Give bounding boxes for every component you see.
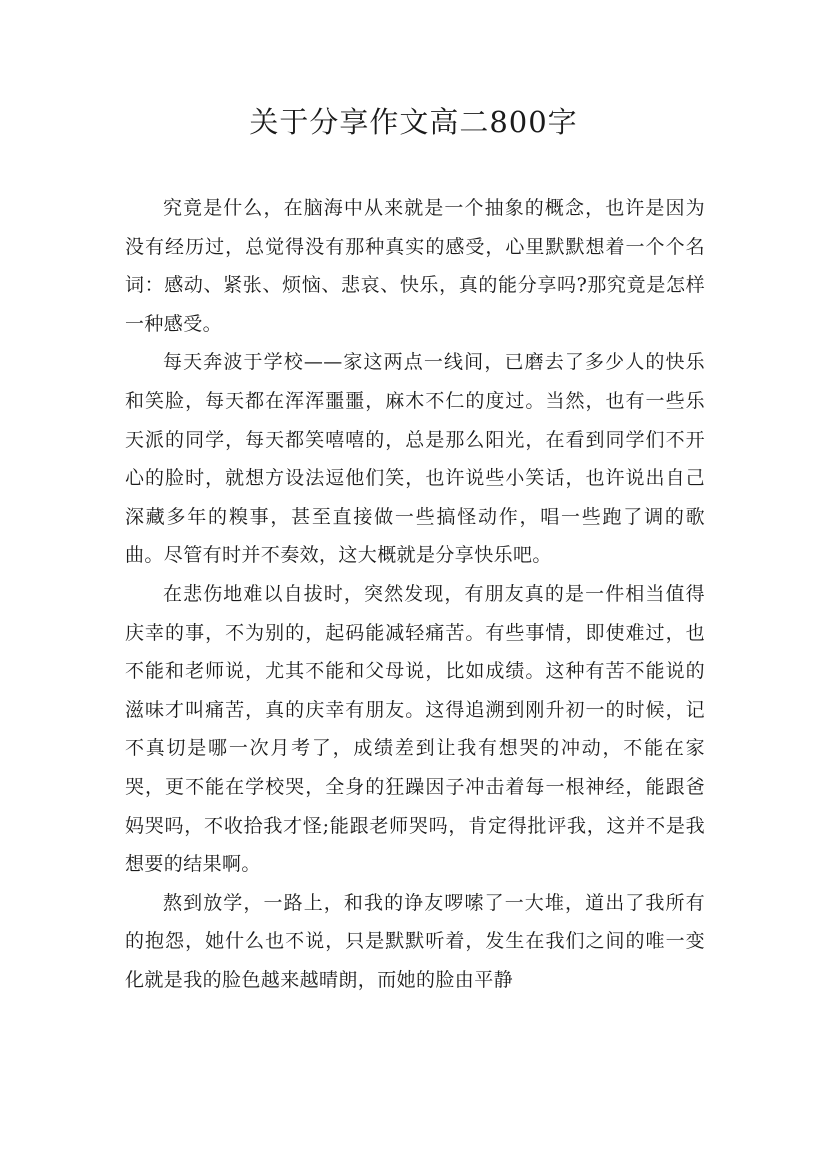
paragraph: 熬到放学，一路上，和我的诤友啰嗦了一大堆，道出了我所有的抱怨，她什么也不说，只是默默听着，发生在我们之间的唯一变化就是我的脸色越来越晴朗，而她的脸由平静	[125, 891, 705, 991]
paragraph: 究竟是什么，在脑海中从来就是一个抽象的概念，也许是因为没有经历过，总觉得没有那种真实的感受，心里默默想着一个个名词：感动、紧张、烦恼、悲哀、快乐，真的能分享吗?那究竟是怎样一种感受。	[125, 197, 705, 335]
document-body	[125, 189, 705, 999]
paragraph: 在悲伤地难以自拔时，突然发现，有朋友真的是一件相当值得庆幸的事，不为别的，起码能减轻痛苦。有些事情，即使难过，也不能和老师说，尤其不能和父母说，比如成绩。这种有苦不能说的滋味才叫痛苦，真的庆幸有朋友。这得追溯到刚升初一的时候，记不真切是哪一次月考了，成绩差到让我有想哭的冲动，不能在家哭，更不能在学校哭，全身的狂躁因子冲击着每一根神经，能跟爸妈哭吗，不收拾我才怪;能跟老师哭吗，肯定得批评我，这并不是我想要的结果啊。	[125, 582, 705, 876]
document-title: 关于分享作文高二800字	[249, 105, 578, 139]
paragraph: 每天奔波于学校——家这两点一线间，已磨去了多少人的快乐和笑脸，每天都在浑浑噩噩，麻木不仁的度过。当然，也有一些乐天派的同学，每天都笑嘻嘻的，总是那么阳光，在看到同学们不开心的脸时，就想方设法逗他们笑，也许说些小笑话，也许说出自己深藏多年的糗事，甚至直接做一些搞怪动作，唱一些跑了调的歌曲。尽管有时并不奏效，这大概就是分享快乐吧。	[125, 351, 705, 567]
